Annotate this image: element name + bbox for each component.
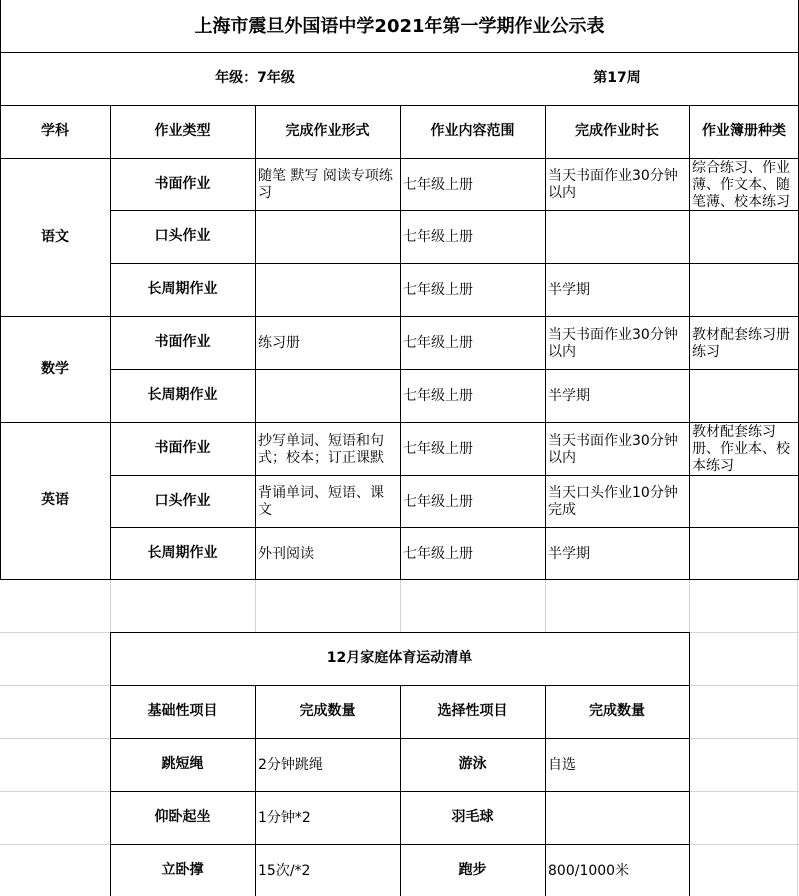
exercise-optional: 跑步 [458, 861, 487, 878]
homework-form: 随笔 默写 阅读专项练习 [258, 168, 393, 201]
homework-form [255, 210, 400, 263]
homework-scope: 七年级上册 [403, 545, 473, 562]
exercise-optional-qty: 自选 [548, 757, 576, 773]
homework-scope: 七年级上册 [403, 441, 473, 457]
header-books: 作业簿册种类 [702, 123, 786, 139]
homework-duration: 当天书面作业30分钟以内 [548, 432, 678, 466]
homework-scope: 七年级上册 [403, 176, 473, 193]
homework-duration: 半学期 [548, 545, 590, 562]
grade-label: 年级：7年级 [215, 70, 295, 86]
header-subject: 学科 [41, 123, 69, 139]
exercise-title: 12月家庭体育运动清单 [326, 650, 473, 666]
homework-form: 抄写单词、短语和句式；校本；订正课默 [258, 432, 384, 466]
homework-books: 综合练习、作业薄、作文本、随笔薄、校本练习 [692, 159, 790, 210]
homework-books [689, 475, 799, 527]
exercise-header-basic-qty: 完成数量 [299, 703, 356, 719]
homework-scope: 七年级上册 [403, 493, 473, 510]
homework-duration: 当天书面作业30分钟以内 [548, 326, 678, 360]
exercise-basic-qty: 15次/*2 [258, 862, 311, 879]
homework-books [689, 369, 799, 422]
homework-scope: 七年级上册 [403, 335, 473, 351]
header-type: 作业类型 [154, 123, 211, 139]
homework-books: 教材配套练习册、作业本、校本练习 [692, 424, 790, 474]
homework-scope: 七年级上册 [403, 229, 473, 245]
exercise-basic: 立卧撑 [161, 861, 204, 878]
subject-english: 英语 [41, 492, 69, 508]
exercise-basic-qty: 1分钟*2 [258, 810, 311, 826]
homework-form [255, 263, 400, 316]
homework-type: 书面作业 [154, 440, 211, 456]
exercise-header-basic: 基础性项目 [147, 703, 218, 719]
page-title: 上海市震旦外国语中学2021年第一学期作业公示表 [194, 15, 605, 37]
homework-type: 口头作业 [154, 228, 211, 244]
homework-duration: 当天书面作业30分钟以内 [548, 168, 678, 201]
homework-type: 书面作业 [154, 175, 211, 192]
homework-form [255, 369, 400, 422]
exercise-optional: 羽毛球 [451, 809, 494, 825]
homework-form: 外刊阅读 [258, 545, 314, 562]
homework-type: 口头作业 [154, 492, 211, 509]
header-duration: 完成作业时长 [575, 123, 659, 139]
homework-books [689, 210, 799, 263]
homework-duration: 当天口头作业10分钟完成 [548, 485, 678, 518]
homework-books [689, 263, 799, 316]
exercise-header-optional-qty: 完成数量 [589, 703, 645, 719]
homework-scope: 七年级上册 [403, 282, 473, 298]
homework-type: 长周期作业 [147, 387, 218, 403]
homework-books [689, 527, 799, 579]
exercise-header-optional: 选择性项目 [437, 703, 508, 719]
exercise-optional: 游泳 [458, 756, 487, 772]
exercise-optional-qty: 800/1000米 [548, 862, 630, 879]
exercise-basic: 仰卧起坐 [154, 809, 211, 825]
exercise-basic-qty: 2分钟跳绳 [258, 757, 323, 773]
subject-math: 数学 [41, 360, 69, 377]
subject-chinese: 语文 [41, 228, 69, 245]
homework-duration: 半学期 [548, 282, 590, 298]
exercise-optional-qty [545, 791, 689, 844]
header-form: 完成作业形式 [285, 123, 370, 139]
homework-duration [545, 210, 689, 263]
homework-books: 教材配套练习册练习 [692, 326, 790, 360]
homework-form: 背诵单词、短语、课文 [258, 485, 384, 518]
exercise-basic: 跳短绳 [161, 756, 204, 772]
homework-type: 长周期作业 [147, 544, 218, 561]
homework-form: 练习册 [258, 335, 300, 351]
header-scope: 作业内容范围 [430, 123, 515, 139]
homework-type: 书面作业 [154, 334, 211, 350]
homework-type: 长周期作业 [147, 281, 218, 297]
homework-duration: 半学期 [548, 388, 590, 404]
week-label: 第17周 [593, 70, 641, 86]
homework-scope: 七年级上册 [403, 388, 473, 404]
